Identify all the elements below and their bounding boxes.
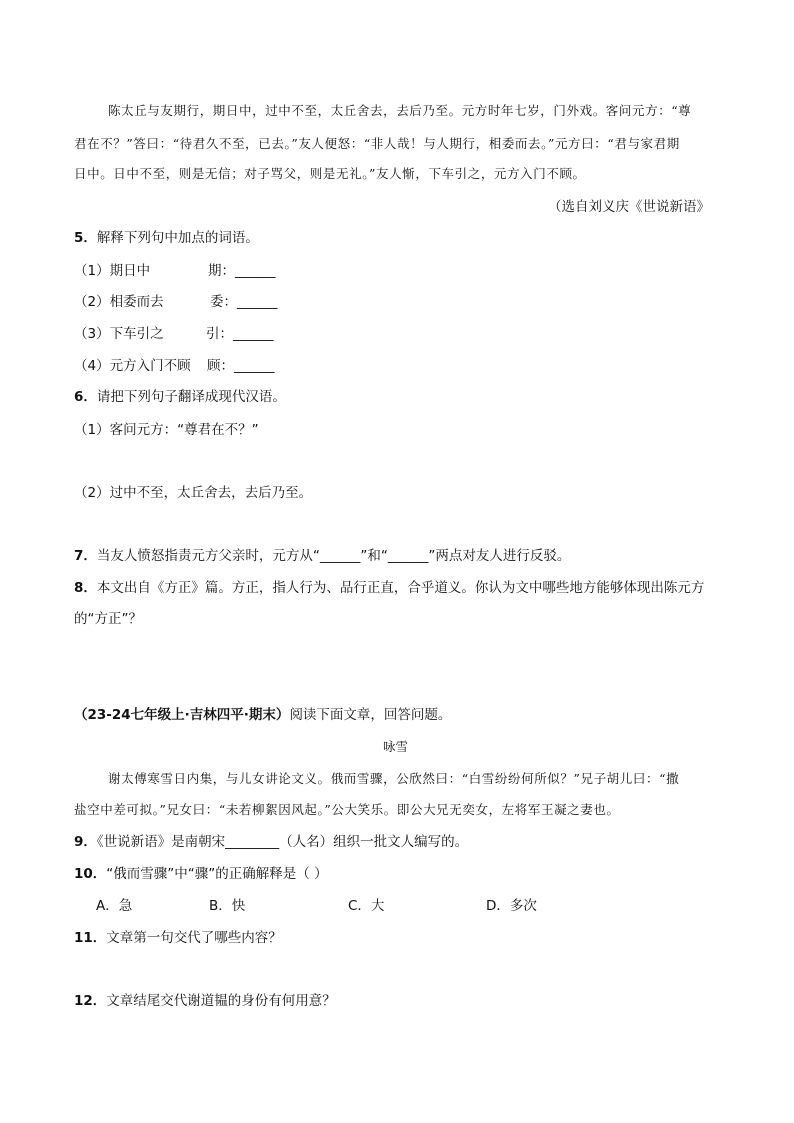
question-number: 5． — [74, 230, 97, 246]
question-5 — [74, 228, 259, 248]
question-9 — [74, 832, 468, 852]
question-8-cont: 的“方正”？ — [74, 611, 142, 627]
section2-line-1: 谢太傅寒雪日内集，与儿女讲论文义。俄而雪骤，公欣然曰：“白雪纷纷何所似？”兄子胡儿曰：“撒 — [108, 771, 680, 786]
passage1-line-2: 君在不？”答曰：“待君久不至，已去。”友人便怒：“非人哉！与人期行，相委而去。”元方曰：“君与家君期 — [74, 136, 680, 151]
passage1-line-1: 陈太丘与友期行，期日中，过中不至，太丘舍去，去后乃至。元方时年七岁，门外戏。客问元方：“尊 — [108, 103, 692, 118]
question-number: 12． — [74, 993, 107, 1009]
q6-item-1: （1）客问元方：“尊君在不？” — [74, 422, 259, 438]
question-text: 当友人愤怒指责元方父亲时，元方从“______”和“______”两点对友人进行反驳。 — [96, 548, 571, 564]
question-10 — [74, 864, 328, 884]
question-6 — [74, 387, 286, 407]
question-text: 《世说新语》是南朝宋________（人名）组织一批文人编写的。 — [96, 834, 469, 850]
question-number: 7． — [74, 548, 97, 564]
passage1-line-3: 日中。日中不至，则是无信；对子骂父，则是无礼。”友人惭，下车引之，元方入门不顾。 — [74, 166, 586, 181]
q5-item-4-label: （4）元方入门不顾 — [74, 358, 191, 374]
q10-option-b: B．快 — [209, 898, 246, 914]
passage1-source: （选自刘义庆《世说新语》 — [548, 199, 710, 215]
question-number: 11． — [74, 930, 107, 946]
question-number: 10． — [74, 866, 107, 882]
q5-item-1-label: （1）期日中 — [74, 263, 151, 279]
question-text: 本文出自《方正》篇。方正，指人行为、品行正直，合乎道义。你认为文中哪些地方能够体现出陈元方 — [96, 580, 705, 596]
q5-item-1-blank: 期：______ — [208, 263, 276, 279]
question-11 — [74, 928, 282, 948]
question-text: 请把下列句子翻译成现代汉语。 — [96, 389, 286, 405]
section2-instruction: 阅读下面文章，回答问题。 — [289, 707, 452, 723]
question-number: 9． — [74, 834, 97, 850]
section2-line-2: 盐空中差可拟。”兄女曰：“未若柳絮因风起。”公大笑乐。即公大兄无奕女，左将军王凝之妻也。 — [74, 802, 620, 817]
question-7 — [74, 546, 570, 566]
q10-option-c: C．大 — [348, 898, 385, 914]
question-text: 文章结尾交代谢道韫的身份有何用意？ — [106, 993, 336, 1009]
q5-item-3-label: （3）下车引之 — [74, 326, 164, 342]
q5-item-3-blank: 引：______ — [206, 326, 274, 342]
q6-item-2: （2）过中不至，太丘舍去，去后乃至。 — [74, 485, 313, 501]
question-8 — [74, 578, 704, 598]
q10-option-d: D．多次 — [486, 898, 537, 914]
section2-source: （23-24七年级上·吉林四平·期末） — [74, 707, 290, 723]
question-text: 文章第一句交代了哪些内容？ — [106, 930, 282, 946]
question-text: “俄而雪骤”中“骤”的正确解释是（ ） — [106, 866, 328, 882]
section2-title: 咏雪 — [383, 739, 409, 754]
question-number: 6． — [74, 389, 97, 405]
q10-option-a: A．急 — [96, 898, 133, 914]
question-12 — [74, 991, 336, 1011]
q5-item-2-label: （2）相委而去 — [74, 294, 164, 310]
question-text: 解释下列句中加点的词语。 — [96, 230, 259, 246]
q5-item-2-blank: 委：______ — [210, 294, 278, 310]
q5-item-4-blank: 顾：______ — [207, 358, 275, 374]
section2-intro — [74, 705, 451, 725]
question-number: 8． — [74, 580, 97, 596]
